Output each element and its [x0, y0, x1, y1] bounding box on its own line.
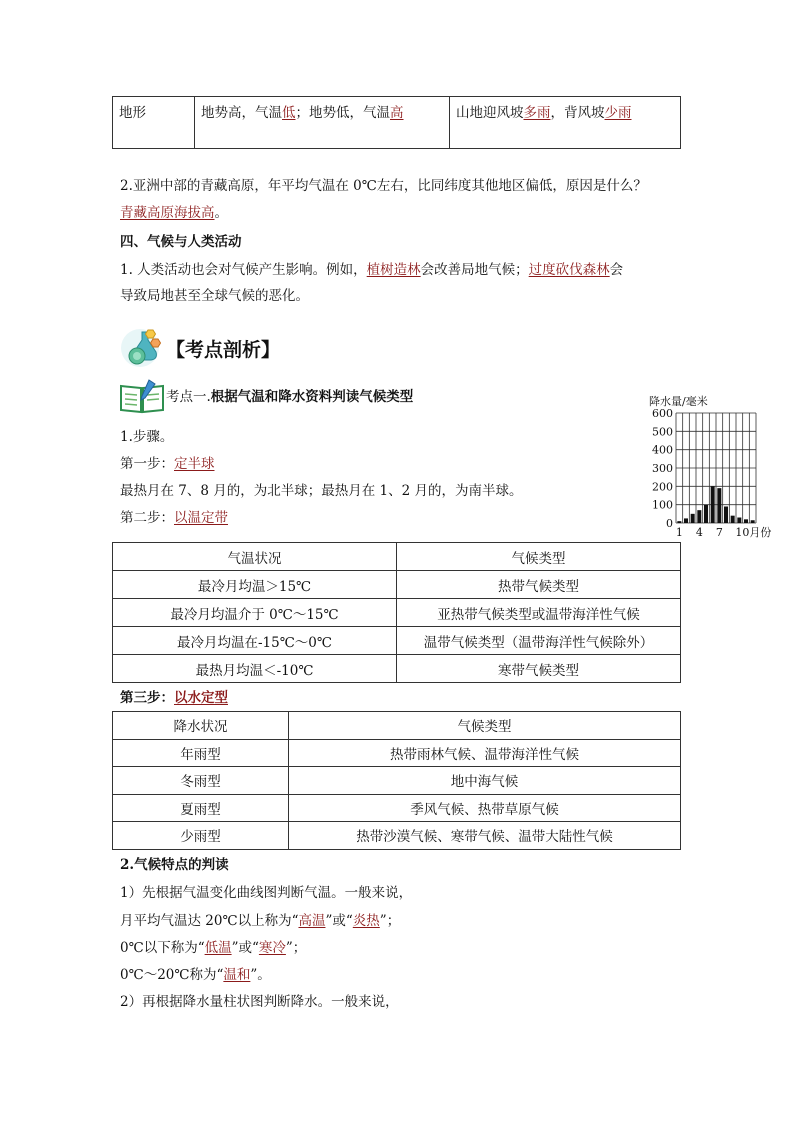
step-3: 第三步：以水定型 — [120, 690, 228, 706]
chart-yticks — [652, 407, 673, 530]
human-activity-line2: 导致局地甚至全球气候的恶化。 — [120, 288, 309, 304]
rain-header-condition: 降水状况 — [113, 712, 289, 740]
kaodian-title: 考点一.根据气温和降水资料判读气候类型 — [166, 389, 414, 405]
x-tick-label: 1 — [675, 526, 683, 539]
temp-header-type: 气候类型 — [397, 543, 681, 571]
precipitation-bar — [704, 505, 708, 523]
temp-header-condition: 气温状况 — [113, 543, 397, 571]
precipitation-chart — [645, 392, 775, 542]
y-tick-label: 600 — [652, 407, 673, 420]
section-header-title: 【考点剖析】 — [166, 339, 281, 361]
precipitation-bar — [731, 516, 735, 523]
y-tick-label: 400 — [652, 443, 673, 457]
table-row: 最热月均温＜-10℃ 寒带气候类型 — [113, 655, 681, 683]
y-tick-label: 500 — [652, 425, 673, 439]
table-row: 夏雨型 季风气候、热带草原气候 — [113, 794, 681, 822]
temp-judge-line: 1）先根据气温变化曲线图判断气温。一般来说， — [120, 885, 413, 901]
x-tick-label: 10月份 — [735, 526, 772, 539]
x-tick-label: 4 — [695, 526, 703, 539]
table-row: 最冷月均温介于 0℃～15℃ 亚热带气候类型或温带海洋性气候 — [113, 599, 681, 627]
step-1: 第一步：定半球 — [120, 456, 215, 472]
steps-heading: 1.步骤。 — [120, 429, 174, 445]
terrain-label: 地形 — [113, 97, 195, 149]
terrain-rain-cell: 山地迎风坡多雨，背风坡少雨 — [450, 97, 681, 149]
precipitation-bar — [724, 507, 728, 524]
section-4-title: 四、气候与人类活动 — [120, 234, 242, 250]
y-tick-label: 300 — [652, 462, 673, 475]
chart-ylabel: 降水量/毫米 — [649, 395, 708, 408]
human-activity-line1: 1. 人类活动也会对气候产生影响。例如，植树造林会改善局地气候；过度砍伐森林会 — [120, 262, 624, 278]
table-row: 最冷月均温＞15℃ 热带气候类型 — [113, 571, 681, 599]
rainfall-table — [112, 711, 681, 850]
precipitation-bar — [697, 510, 701, 523]
y-tick-label: 0 — [666, 517, 673, 530]
question-2: 2.亚洲中部的青藏高原，年平均气温在 0℃左右，比同纬度其他地区偏低，原因是什么？ — [120, 178, 647, 194]
precipitation-bar — [691, 514, 695, 523]
step-2: 第二步：以温定带 — [120, 510, 228, 526]
temp-low-line: 0℃以下称为“低温”或“寒冷”； — [120, 940, 307, 956]
terrain-temp-cell: 地势高，气温低；地势低，气温高 — [195, 97, 450, 149]
temp-high-line: 月平均气温达 20℃以上称为“高温”或“炎热”； — [120, 913, 401, 929]
y-tick-label: 100 — [652, 498, 673, 512]
step-1-detail: 最热月在 7、8 月的，为北半球；最热月在 1、2 月的，为南半球。 — [120, 483, 523, 499]
precipitation-bar — [711, 486, 715, 523]
temp-mild-line: 0℃～20℃称为“温和”。 — [120, 967, 271, 983]
precipitation-bar — [737, 518, 741, 524]
precipitation-bar — [751, 520, 755, 523]
table-row: 年雨型 热带雨林气候、温带海洋性气候 — [113, 739, 681, 767]
rain-header-type: 气候类型 — [289, 712, 681, 740]
x-tick-label: 7 — [715, 526, 723, 539]
temperature-table — [112, 542, 681, 683]
chart-xticks — [676, 526, 772, 539]
table-row: 冬雨型 地中海气候 — [113, 767, 681, 795]
terrain-table — [112, 96, 681, 149]
flask-icon — [120, 326, 162, 368]
precipitation-bar — [717, 488, 721, 523]
rain-judge-line: 2）再根据降水量柱状图判断降水。一般来说， — [120, 994, 399, 1010]
section-2-title: 2.气候特点的判读 — [120, 857, 229, 873]
table-row: 少雨型 热带沙漠气候、寒带气候、温带大陆性气候 — [113, 822, 681, 850]
book-pencil-icon — [119, 378, 165, 414]
y-tick-label: 200 — [652, 480, 673, 494]
chart-grid — [676, 413, 756, 523]
precipitation-bar — [684, 518, 688, 523]
question-2-answer: 青藏高原海拔高。 — [120, 205, 228, 221]
table-row: 最冷月均温在-15℃～0℃ 温带气候类型（温带海洋性气候除外） — [113, 627, 681, 655]
precipitation-bar — [744, 519, 748, 523]
precipitation-bar — [677, 521, 681, 523]
